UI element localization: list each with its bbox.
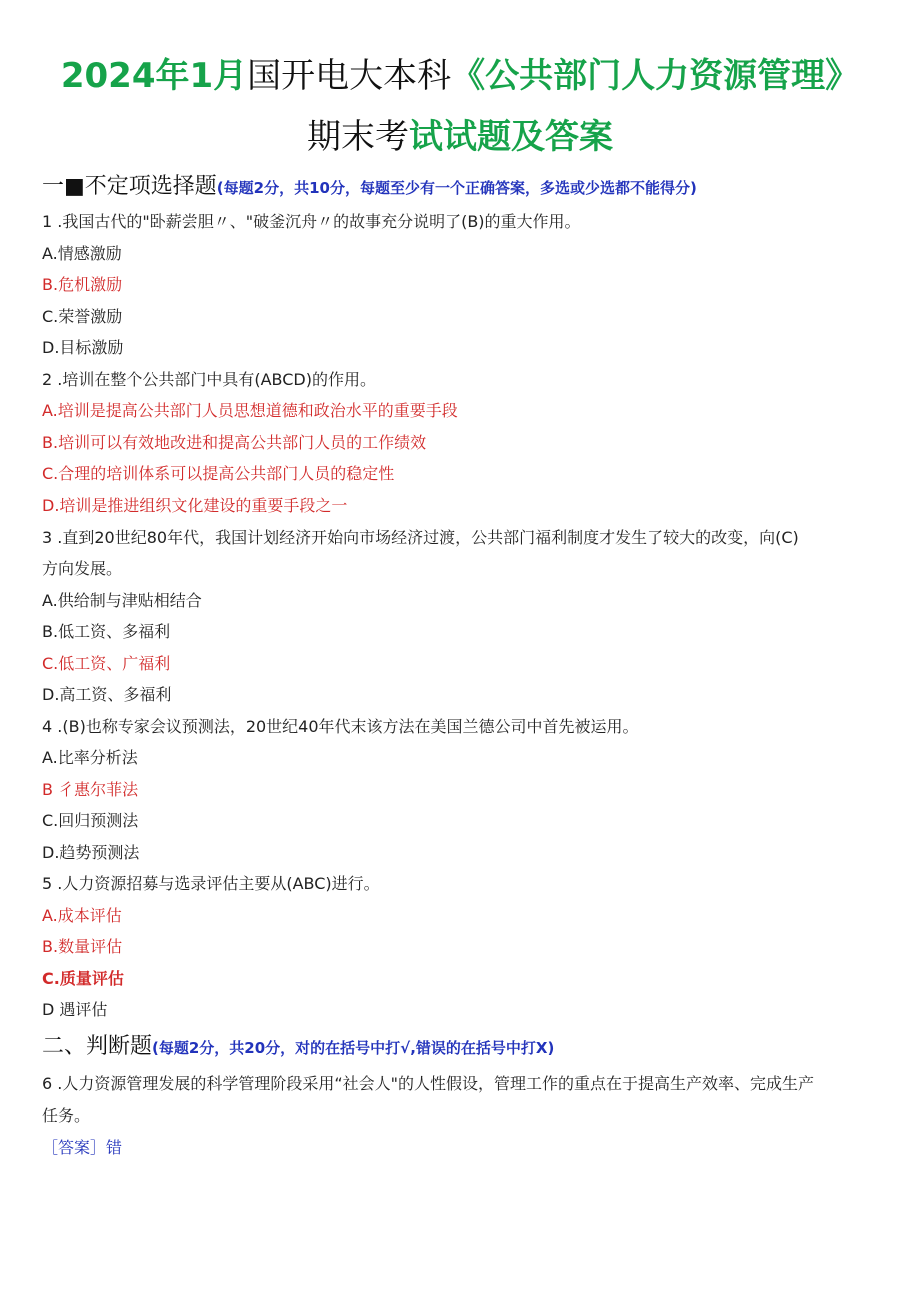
q3-stem-line2: 方向发展。: [42, 559, 123, 578]
q1-option-b: B.危机激励: [42, 275, 123, 294]
q4-option-c: C.回归预测法: [42, 811, 139, 830]
section1-note: (每题2分，共10分，每题至少有一个正确答案，多选或少选都不能得分): [216, 179, 697, 197]
q1-stem: 1 .我国古代的"卧薪尝胆〃、"破釜沉舟〃的故事充分说明了(B)的重大作用。: [42, 212, 581, 231]
title-course: 《公共部门人力资源管理》: [451, 56, 860, 96]
q4-option-b: B 彳惠尔菲法: [42, 780, 139, 799]
title-questions: 试试题及答案: [409, 117, 613, 157]
q2-option-d: D.培训是推进组织文化建设的重要手段之一: [42, 496, 348, 515]
q5-option-c: C.质量评估: [42, 969, 124, 988]
section1-header: [42, 176, 697, 199]
q2-option-c: C.合理的培训体系可以提高公共部门人员的稳定性: [42, 464, 395, 483]
q3-option-d: D.高工资、多福利: [42, 685, 172, 704]
q3-option-c: C.低工资、广福利: [42, 654, 171, 673]
q5-option-b: B.数量评估: [42, 937, 123, 956]
q6-answer: ［答案］错: [42, 1138, 123, 1157]
doc-title-line1: [0, 52, 920, 100]
q3-option-b: B.低工资、多福利: [42, 622, 171, 641]
section2-note: (每题2分，共20分，对的在括号中打√,错误的在括号中打X): [152, 1039, 555, 1057]
q2-option-b: B.培训可以有效地改进和提高公共部门人员的工作绩效: [42, 433, 427, 452]
q1-option-d: D.目标激励: [42, 338, 124, 357]
q5-option-d: D 遇评估: [42, 1000, 108, 1019]
section2-header: [42, 1036, 554, 1059]
q3-option-a: A.供给制与津贴相结合: [42, 591, 202, 610]
q3-stem-line1: 3 .直到20世纪80年代，我国计划经济开始向市场经济过渡，公共部门福利制度才发生了较大的改变，向(C): [42, 528, 799, 547]
q4-stem: 4 .(B)也称专家会议预测法，20世纪40年代末该方法在美国兰德公司中首先被运用。: [42, 717, 639, 736]
q2-stem: 2 .培训在整个公共部门中具有(ABCD)的作用。: [42, 370, 376, 389]
q6-stem-line1: 6 .人力资源管理发展的科学管理阶段采用“社会人"的人性假设，管理工作的重点在于提高生产效率、完成生产: [42, 1074, 815, 1093]
doc-title-line2: [0, 113, 920, 161]
q5-stem: 5 .人力资源招募与选录评估主要从(ABC)进行。: [42, 874, 380, 893]
q6-stem-line2: 任务。: [42, 1106, 91, 1125]
section1-heading: 一■不定项选择题: [42, 174, 217, 199]
title-year: 2024年1月: [60, 56, 248, 96]
q1-option-c: C.荣誉激励: [42, 307, 123, 326]
section2-heading: 二、判断题: [42, 1034, 153, 1059]
q1-option-a: A.情感激励: [42, 244, 122, 263]
q4-option-a: A.比率分析法: [42, 748, 138, 767]
title-exam: 期末考: [307, 117, 409, 157]
q4-option-d: D.趋势预测法: [42, 843, 140, 862]
q2-option-a: A.培训是提高公共部门人员思想道德和政治水平的重要手段: [42, 401, 458, 420]
q5-option-a: A.成本评估: [42, 906, 122, 925]
title-school: 国开电大本科: [247, 56, 452, 96]
